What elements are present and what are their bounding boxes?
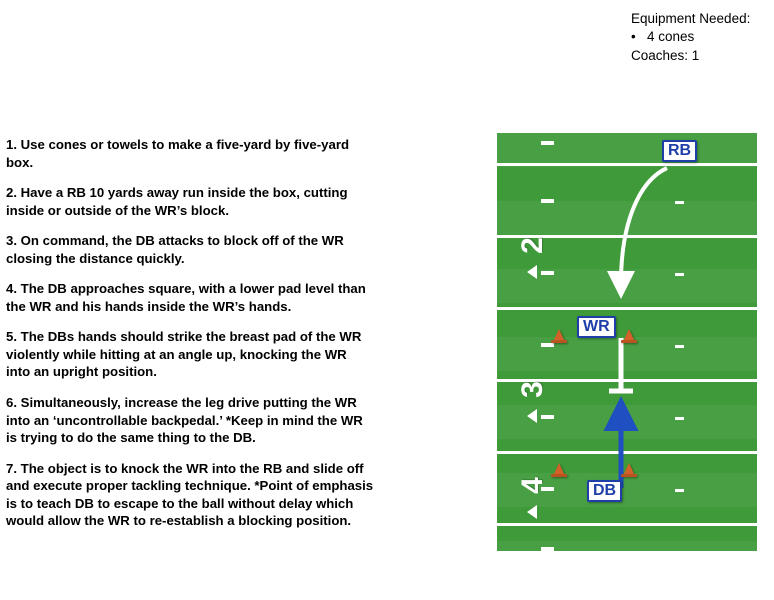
equipment-title: Equipment Needed: [631,11,751,26]
equipment-block [631,10,774,66]
yard-number: 2 [515,238,549,254]
cone-icon [623,463,635,476]
yard-line [497,523,757,526]
yard-number: 3 [515,382,549,398]
yard-number: 4 [515,478,549,494]
hash-mark [675,273,684,276]
yard-number-arrow-icon [527,409,537,423]
equipment-item [631,28,774,46]
instruction-step: 2. Have a RB 10 yards away run inside the box, cutting inside or outside of the WR’s block. [6,185,348,218]
hash-mark [675,417,684,420]
instruction-step: 5. The DBs hands should strike the breast pad of the WR violently while hitting at an angle up, knocking the WR into an upright position. [6,329,362,380]
player-label-db: DB [587,480,622,502]
hash-mark [675,201,684,204]
cone-icon [553,463,565,476]
football-field-diagram [497,133,757,551]
instruction-list [6,136,374,530]
yard-line [497,307,757,310]
instruction-step: 1. Use cones or towels to make a five-yard by five-yard box. [6,137,350,170]
cone-icon [553,329,565,342]
instruction-step: 4. The DB approaches square, with a lower pad level than the WR and his hands inside the WR’s hands. [6,281,366,314]
instruction-step: 6. Simultaneously, increase the leg drive putting the WR into an ‘uncontrollable backpedal.’ *Keep in mind the WR is trying to do the same thing to the DB. [6,395,363,446]
yard-line [497,163,757,166]
yard-line [497,451,757,454]
player-label-rb: RB [662,140,697,162]
hash-mark [541,199,554,203]
hash-mark [541,415,554,419]
instruction-step: 3. On command, the DB attacks to block off of the WR closing the distance quickly. [6,233,344,266]
field-stripe [497,133,757,167]
yard-number-arrow-icon [527,265,537,279]
field-stripe [497,541,757,551]
instruction-step: 7. The object is to knock the WR into the RB and slide off and execute proper tackling technique. *Point of emphasis is to teach DB to escape to the ball without delay which would allow the WR to re-establish a blocking position. [6,460,374,529]
cone-icon [623,329,635,342]
hash-mark [541,141,554,145]
player-label-wr: WR [577,316,616,338]
hash-mark [541,343,554,347]
bullet-icon: • [631,29,636,45]
coaches-count: Coaches: 1 [631,48,700,64]
hash-mark [675,345,684,348]
hash-mark [541,547,554,551]
yard-number-arrow-icon [527,505,537,519]
hash-mark [675,489,684,492]
equipment-item-label: 4 cones [647,29,695,45]
hash-mark [541,271,554,275]
field-stripe [497,201,757,235]
